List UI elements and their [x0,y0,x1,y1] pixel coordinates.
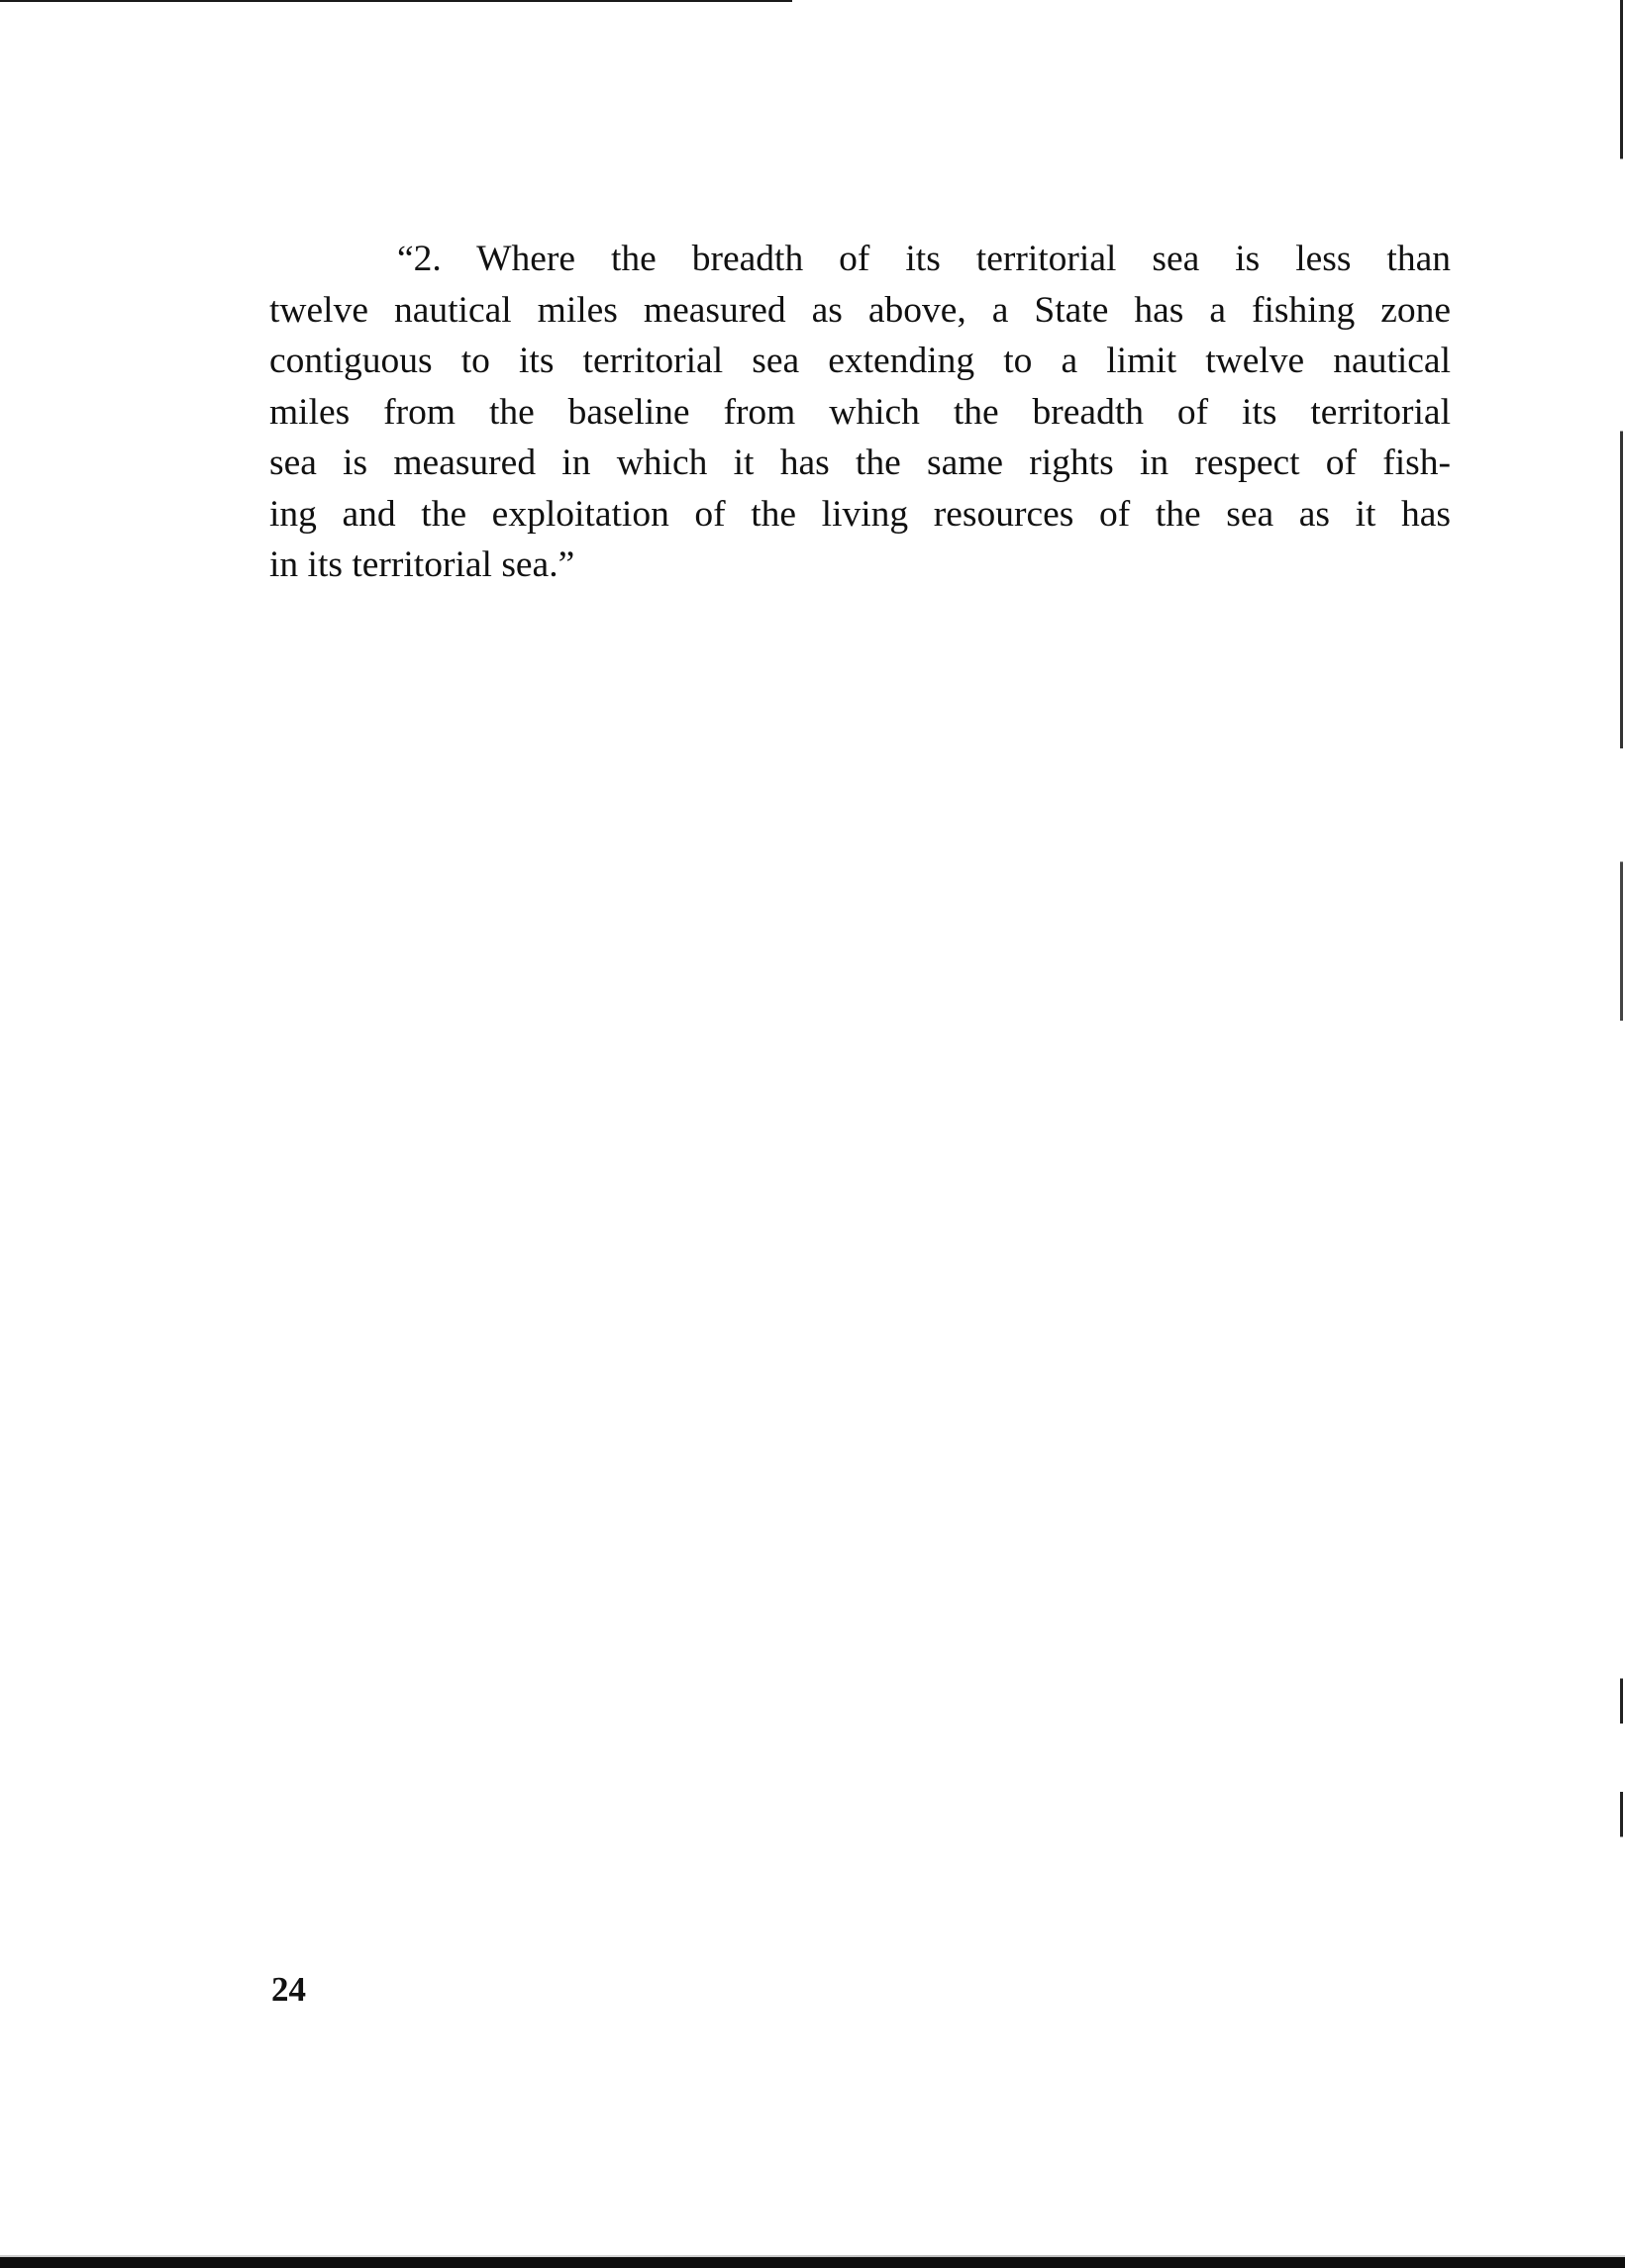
paragraph-line: miles from the baseline from which the breadth of its territorial [269,391,1451,433]
paragraph-line: twelve nautical miles measured as above, a State has a fishing zone [269,289,1451,331]
paragraph-line: contiguous to its territorial sea extending to a limit twelve nautical [269,341,1451,381]
paragraph-line: “2. Where the breadth of its territorial sea is less than [397,239,1451,279]
quoted-paragraph [269,234,1451,591]
scan-edge-bottom [0,2257,1625,2268]
page-number: 24 [271,1970,306,2009]
scan-edge-top [0,0,792,2]
paragraph-line: ing and the exploitation of the living resources of the sea as it has [269,493,1451,535]
scan-edge-right [1620,0,1623,2268]
paragraph-line: in its territorial sea.” [269,544,575,585]
paragraph-line: sea is measured in which it has the same rights in respect of fish- [269,443,1451,483]
